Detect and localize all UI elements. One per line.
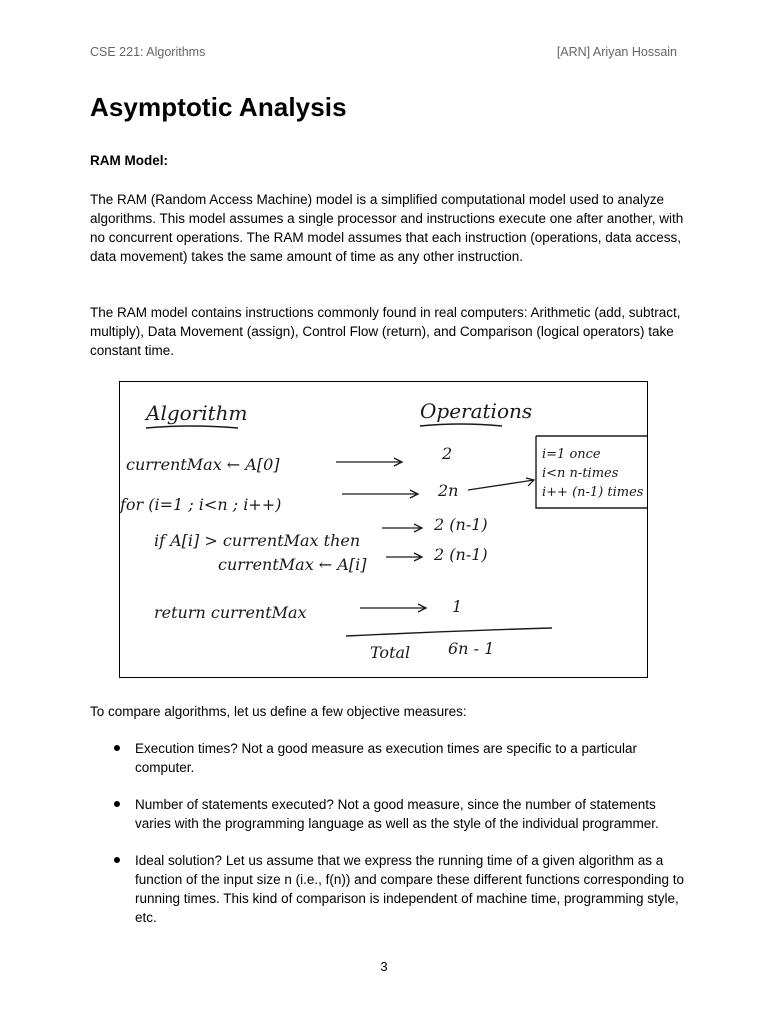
note-line: i++ (n-1) times: [542, 485, 644, 500]
figure-total-label: Total: [370, 643, 411, 662]
algorithm-operations-figure: [119, 381, 648, 678]
figure-heading-algorithm: Algorithm: [146, 401, 248, 425]
figure-row-ops: 2 (n-1): [434, 545, 488, 564]
heading-underline: [420, 424, 502, 426]
list-item-text: Number of statements executed? Not a good measure, since the number of statements varies with the programming language as well as the style of the individual programmer.: [135, 797, 659, 831]
arrow-icon: [360, 604, 426, 612]
page-title: Asymptotic Analysis: [90, 92, 347, 122]
arrow-icon: [382, 524, 422, 532]
bullet-icon: [114, 857, 120, 863]
total-rule: [346, 628, 552, 636]
page-number: 3: [380, 959, 388, 974]
figure-total-value: 6n - 1: [448, 639, 495, 658]
header-course: CSE 221: Algorithms: [90, 45, 206, 59]
note-line: i<n n-times: [542, 466, 619, 481]
figure-row-code: currentMax ← A[0]: [126, 455, 280, 474]
arrow-icon: [342, 490, 418, 498]
heading-underline: [146, 426, 238, 428]
list-item: [90, 739, 690, 777]
note-line: i=1 once: [542, 447, 601, 462]
measures-list: [90, 739, 690, 945]
figure-row-ops: 1: [452, 597, 463, 616]
figure-row-code: for (i=1 ; i<n ; i++): [120, 495, 282, 514]
bullet-icon: [114, 801, 120, 807]
list-item: [90, 795, 690, 833]
figure-row-ops: 2n: [438, 481, 459, 500]
list-item-text: Execution times? Not a good measure as execution times are specific to a particular computer.: [135, 741, 637, 775]
figure-row-ops: 2: [442, 444, 453, 463]
arrow-icon: [386, 553, 422, 561]
section-heading: RAM Model:: [90, 153, 168, 168]
figure-heading-operations: Operations: [420, 399, 533, 423]
paragraph-ram-instructions: The RAM model contains instructions commonly found in real computers: Arithmetic (add, subtract, multiply), Data Movement (assign), Control Flow (return), and Comparison (logical operators) take constant time.: [90, 305, 681, 358]
bullet-icon: [114, 745, 120, 751]
figure-row-code: if A[i] > currentMax then: [154, 531, 361, 550]
list-item: [90, 851, 690, 927]
figure-row-code: return currentMax: [154, 603, 307, 622]
list-item-text: Ideal solution? Let us assume that we express the running time of a given algorithm as a function of the input size n (i.e., f(n)) and compare these different functions corresponding to running times. This kind of comparison is independent of machine time, programming style, etc.: [135, 853, 685, 925]
arrow-icon: [468, 478, 534, 490]
paragraph-measures-intro: To compare algorithms, let us define a few objective measures:: [90, 704, 467, 719]
paragraph-ram-definition: The RAM (Random Access Machine) model is a simplified computational model used to analyze algorithms. This model assumes a single processor and instructions execute one after another, with no concurrent operations. The RAM model assumes that each instruction (operations, data access, data movement) takes the same amount of time as any other instruction.: [90, 192, 684, 264]
header-author: [ARN] Ariyan Hossain: [556, 45, 677, 59]
arrow-icon: [336, 458, 402, 466]
figure-row-code: currentMax ← A[i]: [218, 555, 367, 574]
figure-row-ops: 2 (n-1): [434, 515, 488, 534]
